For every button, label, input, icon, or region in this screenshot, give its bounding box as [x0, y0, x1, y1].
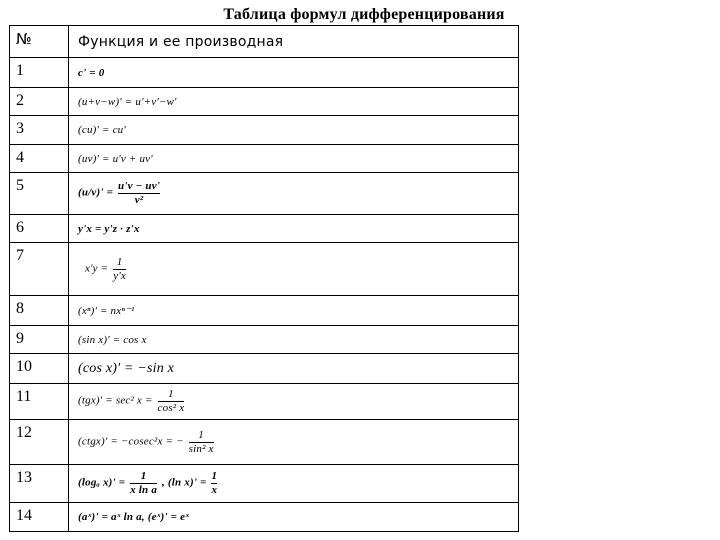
- table-row: [10, 215, 519, 243]
- fraction-denominator: sin² x: [188, 442, 214, 455]
- row-number: 4: [10, 145, 69, 173]
- formula-cell: (xⁿ)' = nxⁿ⁻¹: [69, 296, 519, 326]
- row-number: 8: [10, 296, 69, 326]
- table-row: [10, 116, 519, 145]
- table-row: [10, 384, 519, 420]
- row-number: 14: [10, 503, 69, 532]
- fraction-denominator: cos² x: [157, 402, 185, 414]
- formula-cell: y'x = y'z · z'x: [69, 215, 519, 243]
- fraction: [113, 256, 126, 282]
- row-number: 6: [10, 215, 69, 243]
- formula-cell: c' = 0: [69, 58, 519, 88]
- table-row: [10, 420, 519, 465]
- row-number: 12: [10, 420, 69, 465]
- formula-lhs: (u/v)' =: [78, 187, 114, 200]
- table-header-row: [10, 26, 519, 58]
- fraction-numerator: 1: [198, 428, 204, 441]
- formula-cell: (u+v−w)' = u'+v'−w': [69, 88, 519, 116]
- fraction-denominator: x ln a: [130, 484, 158, 496]
- table-row: [10, 145, 519, 173]
- formula-cell: (cos x)' = −sin x: [69, 354, 519, 384]
- formula-cell: (sin x)' = cos x: [69, 326, 519, 354]
- row-number: 5: [10, 173, 69, 215]
- fraction-numerator: u'v − uv': [118, 180, 161, 193]
- row-number: 3: [10, 116, 69, 145]
- table-row: [10, 296, 519, 326]
- table-row: [10, 326, 519, 354]
- page-title: [0, 6, 720, 24]
- fraction-numerator: 1: [116, 255, 123, 268]
- table-row: [10, 173, 519, 215]
- formula-cell: [69, 243, 519, 296]
- formula-cell: [69, 173, 519, 215]
- header-num: №: [10, 26, 69, 58]
- formula-cell: [69, 384, 519, 420]
- fraction-numerator: 1: [211, 470, 218, 483]
- row-number: 10: [10, 354, 69, 384]
- row-number: 1: [10, 58, 69, 88]
- formula-cell: (cu)' = cu': [69, 116, 519, 145]
- formula-cell: [69, 465, 519, 503]
- formula-cell: (aˣ)' = aˣ ln a, (eˣ)' = eˣ: [69, 503, 519, 532]
- row-number: 2: [10, 88, 69, 116]
- fraction: [158, 388, 185, 414]
- table-row: [10, 58, 519, 88]
- fraction-denominator: y'x: [113, 269, 126, 282]
- fraction-numerator: 1: [168, 388, 174, 401]
- row-number: 13: [10, 465, 69, 503]
- formula-cell: (uv)' = u'v + uv': [69, 145, 519, 173]
- formula-lhs: x'y =: [85, 262, 109, 275]
- formula-cell: [69, 420, 519, 465]
- fraction: [211, 470, 217, 496]
- page-title-text: Таблица формул дифференцирования: [223, 6, 505, 23]
- formula-lhs: (ctgx)' = −cosec²x = −: [78, 435, 184, 448]
- fraction-numerator: 1: [140, 470, 147, 483]
- table-row: [10, 465, 519, 503]
- fraction-denominator: x: [211, 484, 218, 496]
- fraction: [189, 429, 214, 455]
- fraction-denominator: v²: [118, 193, 160, 207]
- table-row: [10, 354, 519, 384]
- row-number: 11: [10, 384, 69, 420]
- row-number: 9: [10, 326, 69, 354]
- table-row: [10, 88, 519, 116]
- table-row: [10, 503, 519, 532]
- table-row: [10, 243, 519, 296]
- formula-lhs: , (ln x)' =: [161, 477, 207, 490]
- formula-lhs: (logₐ x)' =: [78, 477, 126, 490]
- derivative-table: [9, 25, 519, 532]
- fraction: [130, 470, 157, 496]
- formula-lhs: (tgx)' = sec² x =: [78, 395, 153, 408]
- row-number: 7: [10, 243, 69, 296]
- fraction: [118, 180, 160, 206]
- header-formula: Функция и ее производная: [69, 26, 519, 58]
